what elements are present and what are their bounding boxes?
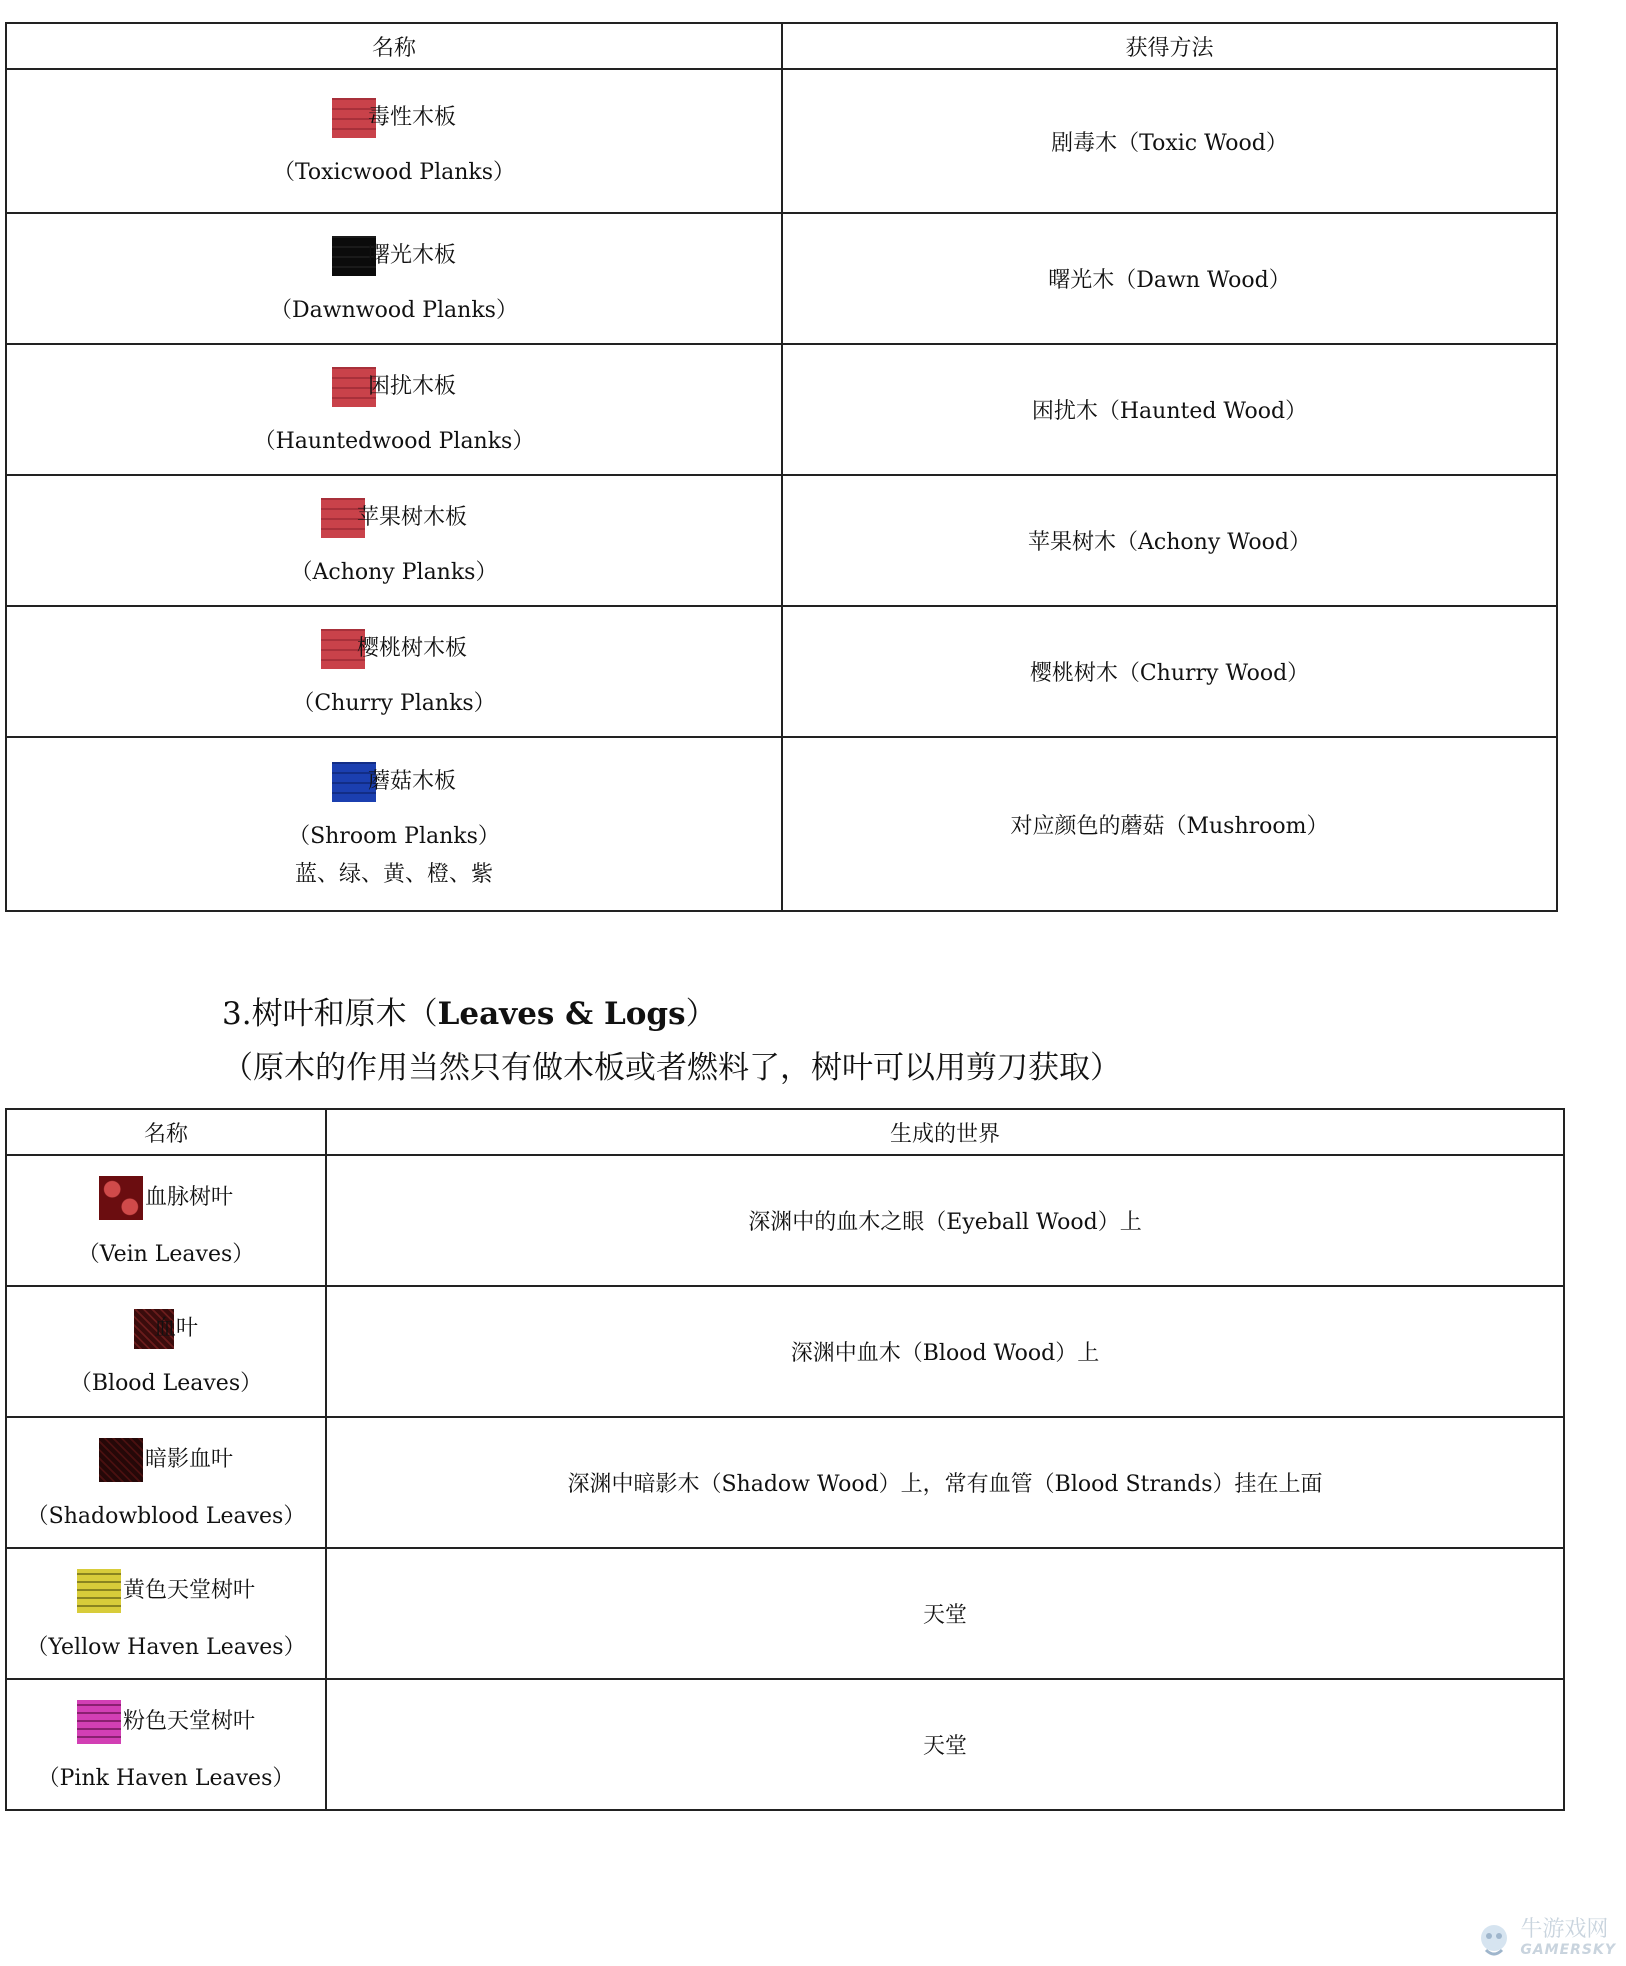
header-world: 生成的世界: [326, 1109, 1564, 1155]
watermark: [1474, 1917, 1616, 1960]
table-row: [6, 1548, 1564, 1679]
name-cell: [6, 1548, 326, 1679]
item-english-name: （Yellow Haven Leaves）: [26, 1634, 306, 1660]
name-cell: [6, 1679, 326, 1810]
item-english-name: （Hauntedwood Planks）: [253, 428, 535, 454]
method-cell: 曙光木（Dawn Wood）: [782, 213, 1557, 344]
yellow-haven-leaves-icon: [77, 1569, 121, 1613]
section-title-english: Leaves & Logs: [437, 996, 686, 1032]
header-name: 名称: [6, 1109, 326, 1155]
method-cell: 樱桃树木（Churry Wood）: [782, 606, 1557, 737]
gamersky-logo-icon: [1474, 1920, 1514, 1960]
table-row: [6, 69, 1557, 213]
leaves-table: [5, 1108, 1565, 1811]
section-title-prefix: 3.树叶和原木（: [222, 996, 438, 1032]
name-cell: [6, 69, 782, 213]
name-cell: [6, 737, 782, 911]
table-row: [6, 606, 1557, 737]
section-note: （原木的作用当然只有做木板或者燃料了，树叶可以用剪刀获取）: [222, 1050, 1121, 1086]
planks-table: [5, 22, 1558, 912]
table-row: [6, 1679, 1564, 1810]
table-row: [6, 1417, 1564, 1548]
table-row: [6, 213, 1557, 344]
item-color-variants: 蓝、绿、黄、橙、紫: [294, 862, 493, 887]
method-cell: 对应颜色的蘑菇（Mushroom）: [782, 737, 1557, 911]
table-row: [6, 737, 1557, 911]
world-cell: 深渊中暗影木（Shadow Wood）上，常有血管（Blood Strands）挂在上面: [326, 1417, 1564, 1548]
watermark-cn: 牛游戏网: [1520, 1917, 1609, 1942]
name-cell: [6, 1286, 326, 1417]
item-name: 粉色天堂树叶: [122, 1708, 255, 1734]
table-header-row: [6, 1109, 1564, 1155]
item-name: 毒性木板: [367, 105, 456, 130]
item-english-name: （Churry Planks）: [292, 690, 496, 716]
section-title: [222, 992, 717, 1036]
world-cell: 天堂: [326, 1548, 1564, 1679]
world-cell: 深渊中血木（Blood Wood）上: [326, 1286, 1564, 1417]
item-name: 血脉树叶: [144, 1184, 233, 1210]
item-english-name: （Vein Leaves）: [77, 1241, 255, 1267]
table-row: [6, 1286, 1564, 1417]
item-name: 苹果树木板: [356, 504, 467, 530]
shadowblood-leaves-icon: [99, 1438, 143, 1482]
name-cell: [6, 1417, 326, 1548]
item-english-name: （Pink Haven Leaves）: [37, 1765, 295, 1791]
table-row: [6, 1155, 1564, 1286]
item-name: 蘑菇木板: [367, 769, 456, 794]
section-title-suffix: ）: [685, 996, 717, 1032]
vein-leaves-icon: [99, 1176, 143, 1220]
name-cell: [6, 606, 782, 737]
item-name: 黄色天堂树叶: [122, 1577, 255, 1603]
item-name: 血叶: [153, 1315, 198, 1341]
method-cell: 剧毒木（Toxic Wood）: [782, 69, 1557, 213]
method-cell: 苹果树木（Achony Wood）: [782, 475, 1557, 606]
world-cell: 天堂: [326, 1679, 1564, 1810]
name-cell: [6, 344, 782, 475]
item-name: 暗影血叶: [144, 1446, 233, 1472]
item-name: 曙光木板: [367, 242, 456, 268]
header-name: 名称: [6, 23, 782, 69]
item-english-name: （Shroom Planks）: [288, 824, 500, 849]
item-name: 困扰木板: [367, 373, 456, 399]
item-name: 樱桃树木板: [356, 635, 467, 661]
watermark-en: GAMERSKY: [1520, 1942, 1616, 1958]
name-cell: [6, 475, 782, 606]
table-row: [6, 344, 1557, 475]
item-english-name: （Dawnwood Planks）: [270, 297, 518, 323]
world-cell: 深渊中的血木之眼（Eyeball Wood）上: [326, 1155, 1564, 1286]
header-method: 获得方法: [782, 23, 1557, 69]
method-cell: 困扰木（Haunted Wood）: [782, 344, 1557, 475]
name-cell: [6, 1155, 326, 1286]
table-header-row: [6, 23, 1557, 69]
item-english-name: （Toxicwood Planks）: [272, 160, 516, 185]
item-english-name: （Shadowblood Leaves）: [26, 1503, 306, 1529]
table-row: [6, 475, 1557, 606]
name-cell: [6, 213, 782, 344]
pink-haven-leaves-icon: [77, 1700, 121, 1744]
item-english-name: （Blood Leaves）: [69, 1370, 263, 1396]
item-english-name: （Achony Planks）: [290, 559, 498, 585]
